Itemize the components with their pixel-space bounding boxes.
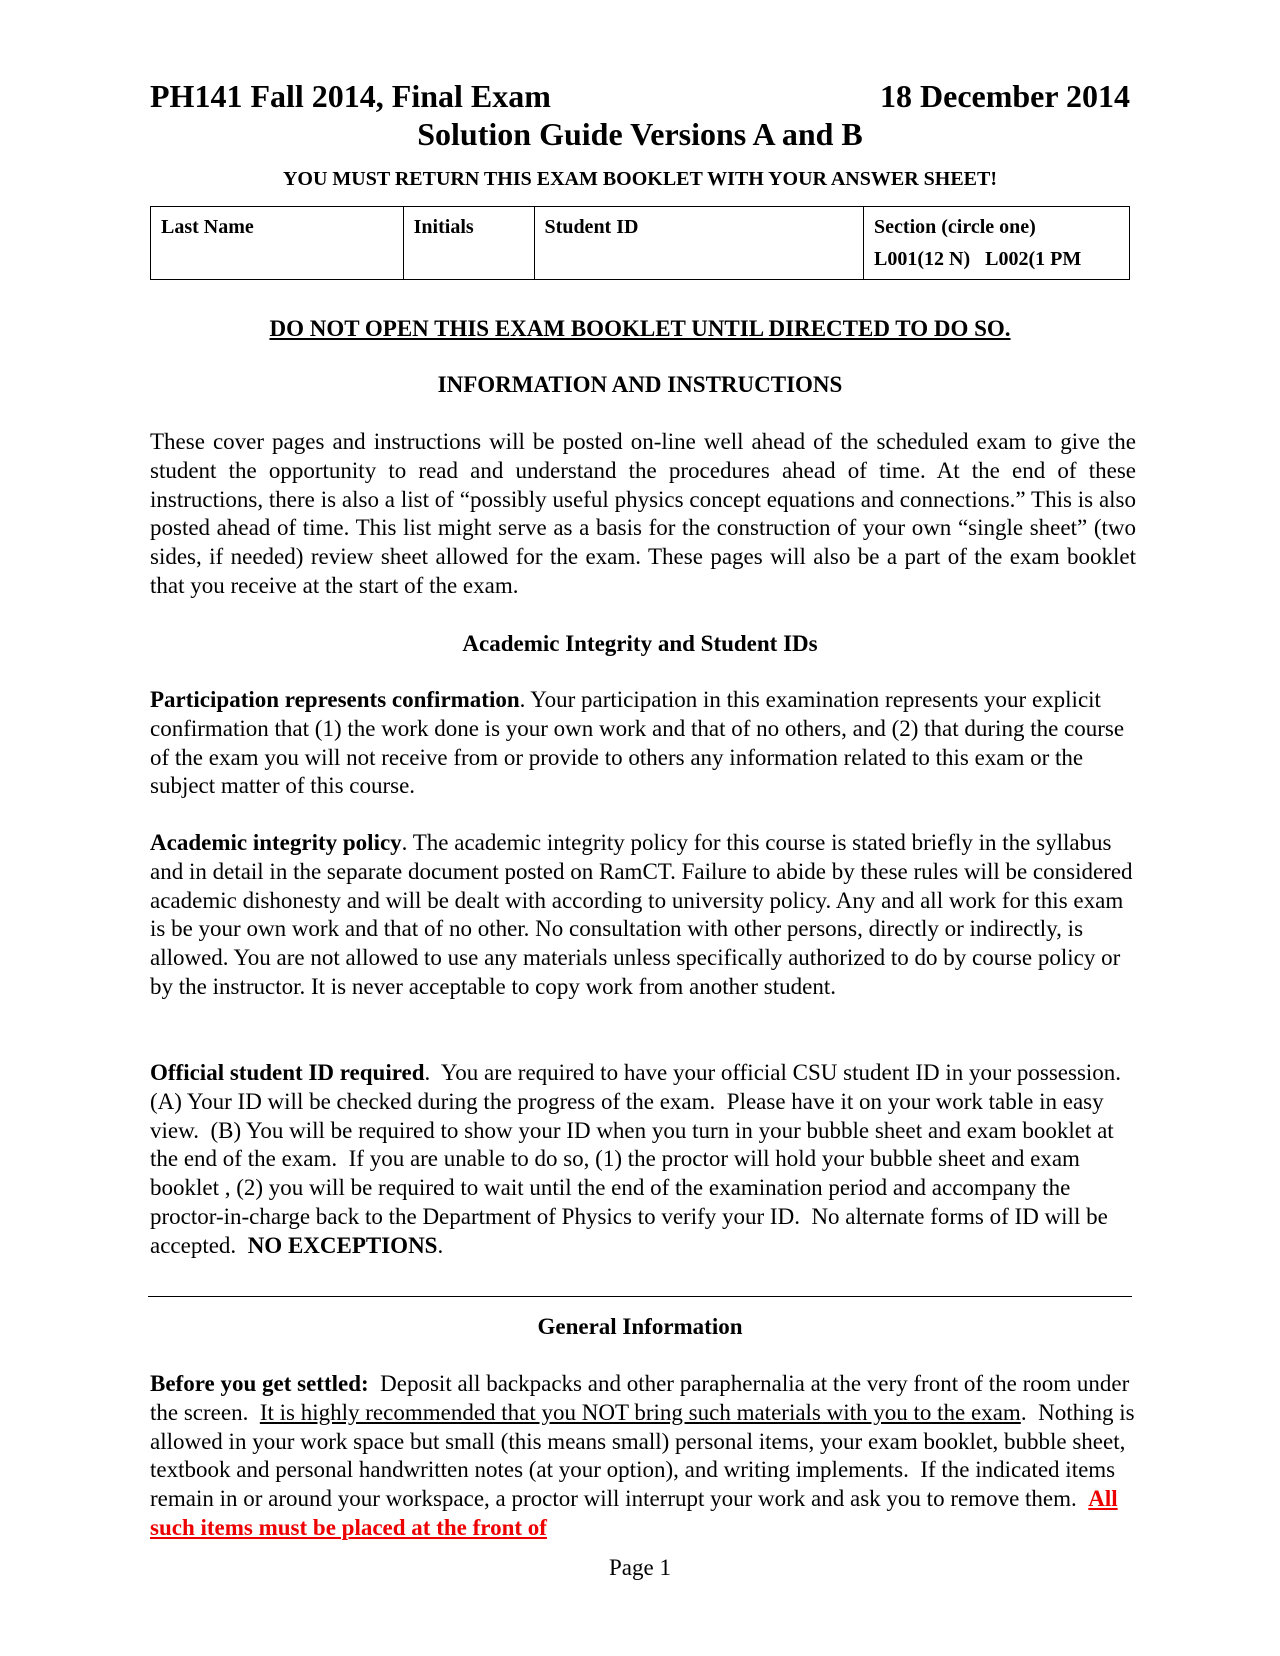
settled-text-1: Deposit all backpacks and other paraphernalia at the very front of the room under the screen. (150, 1371, 1136, 1425)
policy-lead: Academic integrity policy (150, 830, 402, 855)
exam-date: 18 December 2014 (880, 78, 1130, 114)
policy-text: . The academic integrity policy for this course is stated briefly in the syllabus and in detail in the separate document posted on RamCT. Failure to abide by these rules will be considered academic dishonesty and will be dealt with according to university policy. Any and all work for this exam is be your own work and that of no other. No consultation with other persons, directly or indirectly, is allowed. You are not allowed to use any materials unless specifically authorized to do by course policy or by the instructor. It is never acceptable to copy work from another student. (150, 830, 1133, 999)
page-number: Page 1 (609, 1555, 671, 1580)
student-id-label: Student ID (544, 216, 639, 238)
settled-red-warning: All such items must be placed at the front of (150, 1486, 1118, 1540)
section-options: L001(12 N) L002(1 PM (874, 248, 1082, 270)
exam-subtitle: Solution Guide Versions A and B (417, 116, 863, 152)
participation-text: . Your participation in this examination represents your explicit confirmation that (1) the work done is your own work and that of no others, and (2) that during the course of the exam you will not receive from or provide to others any information related to this exam or the subject matter of this course. (150, 687, 1125, 799)
settled-underlined: It is highly recommended that you NOT bring such materials with you to the exam (259, 1399, 1021, 1425)
section-cell (864, 207, 1130, 280)
last-name-cell (151, 207, 404, 280)
initials-cell (403, 207, 534, 280)
section-divider (148, 1296, 1132, 1297)
settled-text-2: . Nothing is allowed in your work space but small (this means small) personal items, your exam booklet, bubble sheet, textbook and personal handwritten notes (at your option), and writing implements. If the indicated items remain in or around your workspace, a proctor will interrupt your work and ask you to remove them. (150, 1399, 1141, 1512)
participation-lead: Participation represents confirmation (150, 687, 520, 712)
intro-paragraph: These cover pages and instructions will be posted on-line well ahead of the scheduled exam to give the student the opportunity to read and understand the procedures ahead of time. At the end of these instructions, there is also a list of “possibly useful physics concept equations and connections.” This is also posted ahead of time. This list might serve as a basis for the construction of your own “single sheet” (two sides, if needed) review sheet allowed for the exam. These pages will also be a part of the exam booklet that you receive at the start of the exam. (150, 429, 1136, 598)
course-title: PH141 Fall 2014, Final Exam (150, 78, 551, 114)
participation-paragraph (150, 686, 1136, 801)
must-return-notice: YOU MUST RETURN THIS EXAM BOOKLET WITH YOUR ANSWER SHEET! (282, 168, 998, 190)
official-id-lead: Official student ID required (150, 1060, 425, 1085)
policy-paragraph (150, 829, 1136, 1002)
official-id-text: . You are required to have your official CSU student ID in your possession. (A) Your ID will be checked during the progress of the exam. Please have it on your work table in easy view. (B) You will be required to show your ID when you turn in your bubble sheet and exam booklet at the end of the exam. If you are unable to do so, (1) the proctor will hold your bubble sheet and exam booklet , (2) you will be required to wait until the end of the examination period and accompany the proctor-in-charge back to the Department of Physics to verify your ID. No alternate forms of ID will be accepted. (150, 1060, 1133, 1258)
settled-lead: Before you get settled: (150, 1371, 369, 1396)
settled-paragraph (150, 1370, 1141, 1543)
academic-integrity-heading: Academic Integrity and Student IDs (462, 631, 818, 656)
student-id-cell (534, 207, 864, 280)
do-not-open-notice: DO NOT OPEN THIS EXAM BOOKLET UNTIL DIRECTED TO DO SO. (269, 316, 1011, 341)
info-instructions-heading: INFORMATION AND INSTRUCTIONS (437, 372, 843, 397)
official-id-end: . (437, 1232, 444, 1258)
section-label: Section (circle one) (874, 216, 1036, 238)
official-id-paragraph (150, 1059, 1136, 1261)
last-name-label: Last Name (161, 216, 254, 238)
no-exceptions: NO EXCEPTIONS (247, 1232, 438, 1258)
initials-label: Initials (413, 216, 474, 238)
header-line (150, 76, 1130, 116)
student-info-table (150, 206, 1130, 280)
general-info-heading: General Information (537, 1314, 743, 1339)
